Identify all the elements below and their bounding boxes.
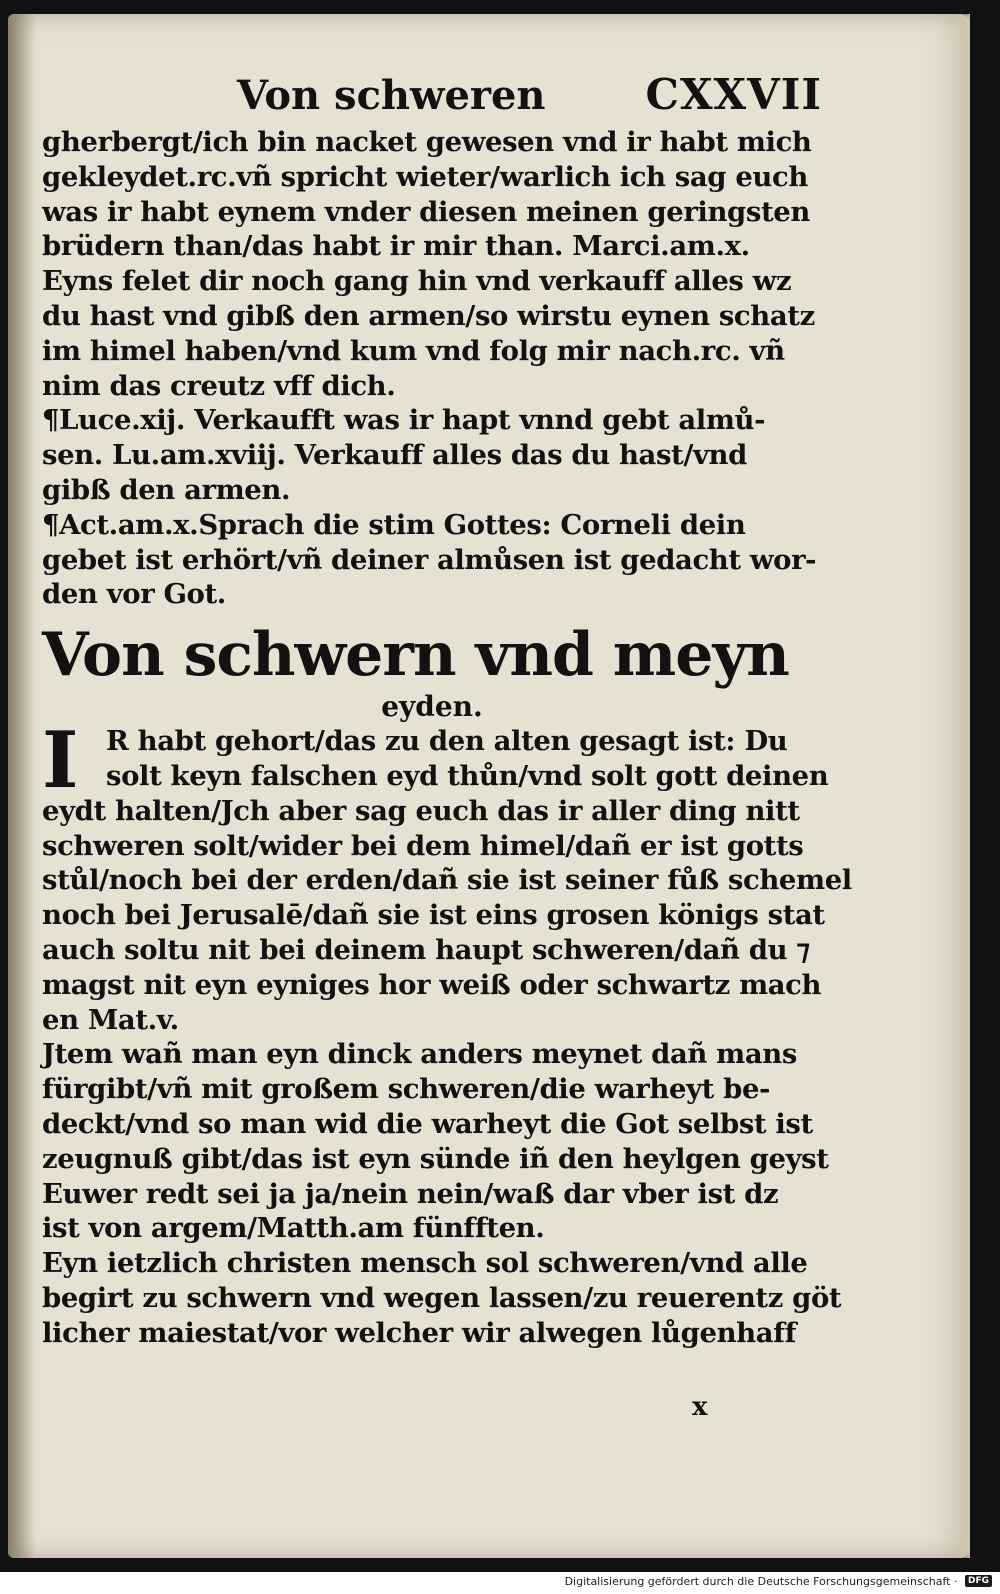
page-header [42,70,822,119]
chapter-line: schweren solt/wider bei dem himel/dañ er ist gotts [42,829,804,862]
chapter-line: auch soltu nit bei deinem haupt schweren/dañ du ⁊ [42,933,810,966]
body-line: gibß den armen. [42,473,291,506]
body-line: gherbergt/ich bin nacket gewesen vnd ir habt mich [42,126,812,158]
chapter-line: R habt gehort/das zu den alten gesagt ist: Du [106,725,788,758]
chapter-line: zeugnuß gibt/das ist eyn sünde iñ den heylgen geyst [42,1142,829,1175]
chapter-line: solt keyn falschen eyd thůn/vnd solt gott deinen [106,759,829,792]
running-title: Von schweren [237,72,546,119]
chapter-line: magst nit eyn eyniges hor weiß oder schwartz mach [42,968,822,1001]
body-line: sen. Lu.am.xviij. Verkauff alles das du hast/vnd [42,439,747,472]
folio-number: CXXVII [645,70,822,119]
body-line: gebet ist erhört/vñ deiner almůsen ist gedacht wor- [42,543,817,576]
drop-initial: I [42,715,79,807]
chapter-line: deckt/vnd so man wid die warheyt die Got selbst ist [42,1107,813,1140]
body-line: den vor Got. [42,578,226,611]
chapter-line: stůl/noch bei der erden/dañ sie ist seiner fůß schemel [42,864,852,897]
signature-mark: x [692,1392,708,1422]
body-line: nim das creutz vff dich. [42,369,396,402]
body-line: ¶Luce.xij. Verkaufft was ir hapt vnnd gebt almů- [42,404,766,437]
dfg-logo-icon: DFG [965,1575,992,1587]
body-line: brüdern than/das habt ir mir than. Marci.am.x. [42,230,750,263]
body-line: Eyns felet dir noch gang hin vnd verkauff alles wz [42,265,792,298]
chapter-heading-cont: eyden. [381,690,483,724]
page-gutter [8,14,36,1558]
chapter-line: Jtem wañ man eyn dinck anders meynet dañ mans [42,1038,797,1071]
chapter-line: fürgibt/vñ mit großem schweren/die warheyt be- [42,1073,771,1106]
chapter-text [42,715,852,1350]
chapter-line: ist von argem/Matth.am fünfften. [42,1212,545,1245]
digitization-footer [0,1574,1000,1594]
chapter-line: licher maiestat/vor welcher wir alwegen lůgenhaff [42,1316,797,1349]
body-line: ¶Act.am.x.Sprach die stim Gottes: Corneli dein [42,508,746,541]
page-edge [956,14,970,1558]
chapter-line: eydt halten/Jch aber sag euch das ir aller ding nitt [42,794,800,827]
chapter-line: Euwer redt sei ja ja/nein nein/waß dar vber ist dz [42,1177,779,1210]
chapter-line: noch bei Jerusalē/dañ sie ist eins grosen königs stat [42,899,825,932]
body-text [42,125,822,612]
chapter-line: begirt zu schwern vnd wegen lassen/zu reuerentz göt [42,1281,842,1314]
page-text [42,70,852,1351]
footer-credit: Digitalisierung gefördert durch die Deutsche Forschungsgemeinschaft · [564,1574,958,1588]
body-line: im himel haben/vnd kum vnd folg mir nach.rc. vñ [42,334,785,367]
body-line: gekleydet.rc.vñ spricht wieter/warlich ich sag euch [42,160,808,193]
body-line: du hast vnd gibß den armen/so wirstu eynen schatz [42,299,815,332]
chapter-line: en Mat.v. [42,1003,179,1036]
chapter-line: Eyn ietzlich christen mensch sol schweren/vnd alle [42,1247,808,1280]
body-line: was ir habt eynem vnder diesen meinen geringsten [42,195,810,228]
chapter-heading: Von schwern vnd meyn [42,620,789,691]
